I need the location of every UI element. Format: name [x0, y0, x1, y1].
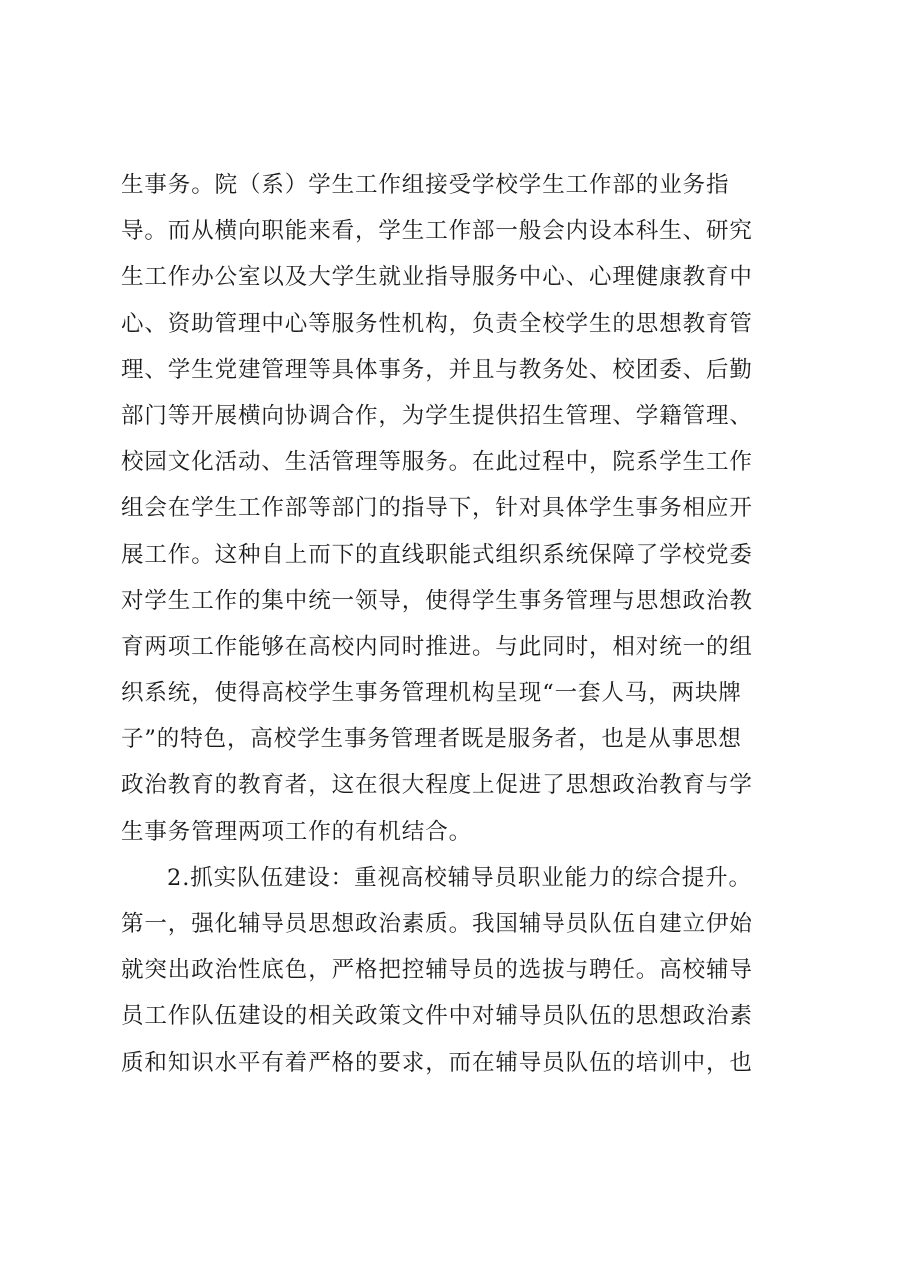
text-line: 展工作。这种自上而下的直线职能式组织系统保障了学校党委 — [121, 541, 753, 568]
body-text — [121, 162, 801, 1086]
text-line: 员工作队伍建设的相关政策文件中对辅导员队伍的思想政治素 — [121, 1003, 753, 1030]
text-line: 政治教育的教育者，这在很大程度上促进了思想政治教育与学 — [121, 772, 753, 799]
text-line: 对学生工作的集中统一领导，使得学生事务管理与思想政治教 — [121, 587, 753, 614]
text-line: 子”的特色，高校学生事务管理者既是服务者，也是从事思想 — [121, 726, 742, 753]
text-line: 生事务管理两项工作的有机结合。 — [121, 818, 473, 845]
text-line: 理、学生党建管理等具体事务，并且与教务处、校团委、后勤 — [121, 356, 753, 383]
text-line: 心、资助管理中心等服务性机构，负责全校学生的思想教育管 — [121, 310, 753, 337]
section-heading: 2.抓实队伍建设：重视高校辅导员职业能力的综合提升。 — [167, 864, 752, 891]
text-line: 生工作办公室以及大学生就业指导服务中心、心理健康教育中 — [121, 264, 753, 291]
text-line: 组会在学生工作部等部门的指导下，针对具体学生事务相应开 — [121, 495, 753, 522]
text-line: 导。而从横向职能来看，学生工作部一般会内设本科生、研究 — [121, 218, 753, 245]
text-line: 育两项工作能够在高校内同时推进。与此同时，相对统一的组 — [121, 633, 753, 660]
text-line: 校园文化活动、生活管理等服务。在此过程中，院系学生工作 — [121, 449, 753, 476]
text-line: 织系统，使得高校学生事务管理机构呈现“一套人马，两块牌 — [121, 680, 742, 707]
text-line: 生事务。院（系）学生工作组接受学校学生工作部的业务指 — [121, 172, 730, 198]
text-line: 部门等开展横向协调合作，为学生提供招生管理、学籍管理、 — [121, 402, 753, 429]
text-line: 就突出政治性底色，严格把控辅导员的选拔与聘任。高校辅导 — [121, 957, 753, 984]
text-line: 第一，强化辅导员思想政治素质。我国辅导员队伍自建立伊始 — [121, 911, 753, 937]
text-line: 质和知识水平有着严格的要求，而在辅导员队伍的培训中，也 — [121, 1049, 753, 1076]
